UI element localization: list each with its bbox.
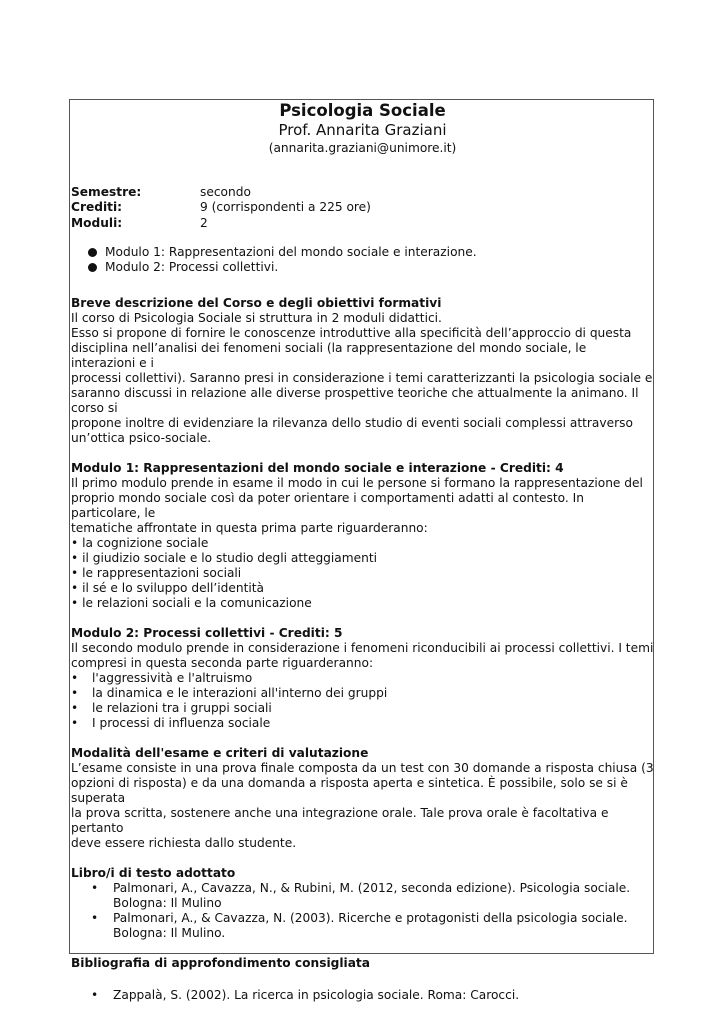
book-line: Palmonari, A., Cavazza, N., & Rubini, M. (2012, seconda edizione). Psicologia sociale. (113, 880, 631, 895)
bibliography-section (71, 956, 654, 1003)
info-row-credits (71, 200, 654, 215)
topic-list (71, 671, 654, 731)
bullet-icon: • (91, 987, 99, 1002)
paragraph-line: L’esame consiste in una prova finale composta da un test con 30 domande a risposta chiusa (3 (71, 760, 654, 775)
bullet-icon: • (91, 880, 99, 895)
info-label: Semestre: (71, 185, 142, 199)
list-item-text: I processi di influenza sociale (92, 715, 271, 730)
paragraph-line: Il primo modulo prende in esame il modo in cui le persone si formano la rappresentazione del (71, 475, 643, 490)
paragraph-line: proprio mondo sociale così da poter orientare i comportamenti adatti al contesto. In particolare, le (71, 490, 584, 520)
bullet-dot-icon (88, 248, 97, 257)
paragraph-line: opzioni di risposta) e da una domanda a risposta aperta e sintetica. È possibile, solo se si è superata (71, 775, 628, 805)
bibliography-list (71, 988, 654, 1003)
info-label: Crediti: (71, 200, 122, 215)
section-heading: Modulo 1: Rappresentazioni del mondo sociale e interazione - Crediti: 4 (71, 460, 564, 475)
bullet-icon: • (71, 715, 79, 730)
section-heading: Libro/i di testo adottato (71, 865, 236, 880)
paragraph-line: Esso si propone di fornire le conoscenze introduttive alla specificità dell’approccio di questa (71, 325, 632, 340)
paragraph-line: Il corso di Psicologia Sociale si struttura in 2 moduli didattici. (71, 310, 442, 325)
modules-list (71, 245, 654, 275)
paragraph-line: disciplina nell’analisi dei fenomeni sociali (la rappresentazione del mondo sociale, le interazioni e i (71, 340, 587, 370)
list-item (71, 671, 654, 686)
list-item-text (113, 881, 654, 911)
list-item: • la cognizione sociale (71, 535, 209, 550)
paragraph-line: tematiche affrontate in questa prima parte riguarderanno: (71, 520, 428, 535)
info-label: Moduli: (71, 215, 123, 230)
paragraph-line: deve essere richiesta dallo studente. (71, 835, 297, 850)
professor-email: (annarita.graziani@unimore.it) (268, 141, 457, 155)
module-label: Modulo 2: Processi collettivi. (105, 259, 279, 274)
list-item: • il sé e lo sviluppo dell’identità (71, 580, 265, 595)
list-item-text: le relazioni tra i gruppi sociali (92, 700, 272, 715)
section-heading: Modulo 2: Processi collettivi - Crediti: 5 (71, 625, 343, 640)
list-item-text: l'aggressività e l'altruismo (92, 670, 253, 685)
list-item (71, 881, 654, 911)
paragraph-line: compresi in questa seconda parte riguarderanno: (71, 655, 374, 670)
module2-section (71, 626, 654, 731)
list-item-text: Zappalà, S. (2002). La ricerca in psicologia sociale. Roma: Carocci. (113, 987, 520, 1002)
list-item (71, 988, 654, 1003)
list-item-text (113, 911, 654, 941)
info-row-semester (71, 185, 654, 200)
document-content (71, 101, 654, 1003)
professor-name: Prof. Annarita Graziani (278, 121, 447, 139)
list-item (71, 686, 654, 701)
list-item-text: la dinamica e le interazioni all'interno dei gruppi (92, 685, 388, 700)
paragraph-line: processi collettivi). Saranno presi in considerazione i temi caratterizzanti la psicologia sociale e (71, 370, 653, 385)
exam-section (71, 746, 654, 851)
list-item (71, 245, 654, 260)
list-item: • il giudizio sociale e lo studio degli atteggiamenti (71, 550, 378, 565)
bullet-dot-icon (88, 263, 97, 272)
paragraph-line: propone inoltre di evidenziare la rilevanza dello studio di eventi sociali complessi attraverso (71, 415, 633, 430)
list-item (71, 701, 654, 716)
info-value: secondo (200, 185, 251, 199)
module1-section (71, 461, 654, 611)
info-row-modules (71, 216, 654, 231)
book-line: Bologna: Il Mulino (113, 895, 222, 910)
paragraph-line: la prova scritta, sostenere anche una integrazione orale. Tale prova orale è facoltativa e pertanto (71, 805, 609, 835)
module-label: Modulo 1: Rappresentazioni del mondo sociale e interazione. (105, 244, 477, 259)
paragraph-line: Il secondo modulo prende in considerazione i fenomeni riconducibili ai processi collettivi. I temi (71, 640, 654, 655)
topic-list (71, 536, 654, 611)
bullet-icon: • (71, 685, 79, 700)
info-value: 9 (corrispondenti a 225 ore) (200, 200, 371, 215)
paragraph-line: un’ottica psico-sociale. (71, 430, 212, 445)
list-item (71, 260, 654, 275)
book-line: Palmonari, A., & Cavazza, N. (2003). Ricerche e protagonisti della psicologia sociale. (113, 910, 628, 925)
section-heading: Modalità dell'esame e criteri di valutazione (71, 745, 369, 760)
description-section (71, 296, 654, 446)
book-line: Bologna: Il Mulino. (113, 925, 226, 940)
textbooks-section (71, 866, 654, 941)
list-item (71, 911, 654, 941)
bullet-icon: • (71, 670, 79, 685)
bullet-icon: • (71, 700, 79, 715)
paragraph-line: saranno discussi in relazione alle diverse prospettive teoriche che attualmente la animano. Il corso si (71, 385, 639, 415)
list-item: • le relazioni sociali e la comunicazione (71, 595, 312, 610)
info-value: 2 (200, 215, 208, 230)
course-title: Psicologia Sociale (279, 101, 446, 120)
list-item (71, 716, 654, 731)
list-item: • le rappresentazioni sociali (71, 565, 242, 580)
bullet-icon: • (91, 910, 99, 925)
course-info (71, 185, 654, 231)
section-heading: Breve descrizione del Corso e degli obiettivi formativi (71, 295, 442, 310)
textbook-list (71, 881, 654, 941)
section-heading: Bibliografia di approfondimento consigliata (71, 955, 370, 970)
